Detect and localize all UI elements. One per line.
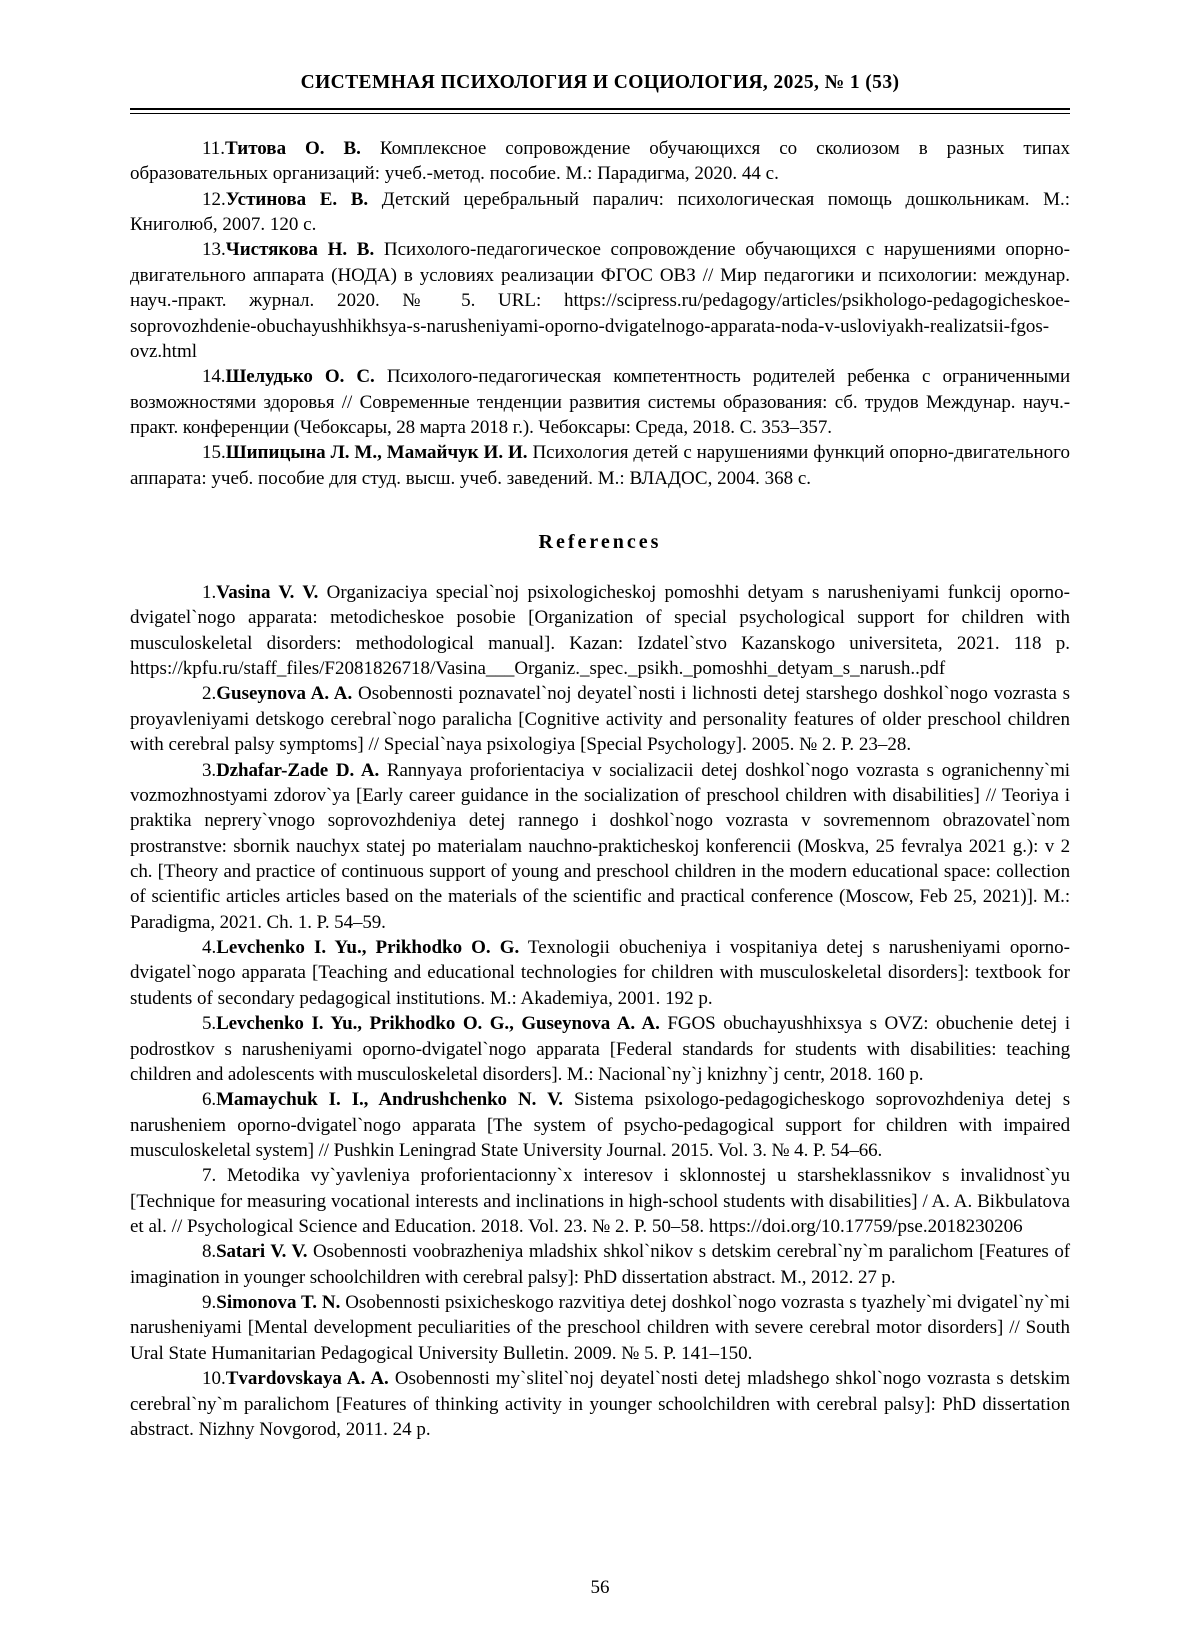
entry-text: FGOS obuchayushhixsya s OVZ: obuchenie detej i podrostkov s narusheniyami oporno-dvigatel`nogo apparata [Federal standards for students with disabilities: teaching children and adolescents with musculoskeletal disorders]. M.: Nacional`ny`j knizhny`j centr, 2018. 160 p. bbox=[130, 1013, 1070, 1085]
entry-text: Детский церебральный паралич: психологическая помощь дошкольникам. М.: Книголюб, 2007. 120 с. bbox=[130, 188, 1071, 236]
entry-number: 11. bbox=[202, 138, 226, 159]
list-item bbox=[130, 440, 1070, 491]
list-item bbox=[130, 237, 1070, 364]
entry-text: Osobennosti voobrazheniya mladshix shkol`nikov s detskim cerebral`ny`m paralichom [Features of imagination in younger schoolchildren with cerebral palsy]: PhD dissertation abstract. M., 2012. 27 p. bbox=[130, 1241, 1071, 1288]
list-item bbox=[130, 1011, 1070, 1087]
list-item bbox=[130, 1290, 1070, 1366]
entry-authors: Vasina V. V. bbox=[216, 582, 319, 604]
entry-number: 14. bbox=[202, 366, 226, 388]
entry-text: Rannyaya proforientaciya v socializacii detej doshkol`nogo vozrasta s ogranichenny`mi vozmozhnostyami zdorov`ya [Early career guidance in the socialization of preschool children with disabilities] // Teoriya i praktika neprery`vnogo soprovozhdeniya detej rannego i doshkol`nogo vozrasta v sovremennom obrazovatel`nom prostranstve: sbornik nauchyx statej po materialam nauchno-prakticheskoj konferencii (Moskva, 25 fevralya 2021 g.): v 2 ch. [Theory and practice of continuous support of young and preschool children in the modern educational space: collection of scientific articles articles based on the materials of the scientific and practical conference (Moscow, Feb 25, 2021)]. M.: Paradigma, 2021. Ch. 1. P. 54–59. bbox=[130, 759, 1070, 933]
list-item bbox=[130, 681, 1070, 757]
entry-number: 1. bbox=[202, 582, 217, 604]
entry-authors: Шипицына Л. М., Мамайчук И. И. bbox=[225, 442, 528, 464]
entry-authors: Dzhafar-Zade D. A. bbox=[216, 759, 380, 781]
page-number: 56 bbox=[590, 1577, 610, 1598]
list-item bbox=[130, 1239, 1070, 1290]
entry-authors: Шелудько О. С. bbox=[225, 366, 375, 388]
entry-text: Психолого-педагогическое сопровождение обучающихся с нарушениями опорно-двигательного аппарата (НОДА) в условиях реализации ФГОС ОВЗ // Мир педагогики и психологии: междунар. науч.-практ. журнал. 2020. № 5. URL: https://scipress.ru/pedagogy/articles/psikhologo-pedagogicheskoe-soprovozhdenie-obuchayushhikhsya-s-narusheniyami-oporno-dvigatelnogo-apparata-noda-v-usloviyakh-realizatsii-fgos-ovz.html bbox=[130, 239, 1071, 362]
entry-authors: Титова О. В. bbox=[225, 138, 361, 159]
entry-number: 15. bbox=[202, 442, 226, 464]
entry-authors: Levchenko I. Yu., Prikhodko O. G. bbox=[216, 937, 520, 959]
entry-authors: Guseynova A. A. bbox=[216, 683, 353, 705]
list-item bbox=[130, 1163, 1070, 1239]
list-item bbox=[130, 1366, 1070, 1442]
entry-text: Sistema psixologo-pedagogicheskogo soprovozhdeniya detej s narusheniem oporno-dvigatel`nogo apparata [The system of psycho-pedagogical support for children with impaired musculoskeletal system] // Pushkin Leningrad State University Journal. 2015. Vol. 3. № 4. P. 54–66. bbox=[130, 1089, 1070, 1161]
entry-text: Osobennosti psixicheskogo razvitiya detej doshkol`nogo vozrasta s tyazhely`mi dvigatel`ny`mi narusheniyami [Mental development peculiarities of the preschool children with severe cerebral motor disorders] // South Ural State Humanitarian Pedagogical University Bulletin. 2009. № 5. P. 141–150. bbox=[130, 1292, 1070, 1364]
entry-number: 7. bbox=[202, 1165, 217, 1187]
entry-number: 6. bbox=[202, 1089, 217, 1111]
list-item bbox=[130, 364, 1070, 440]
header-divider bbox=[130, 108, 1070, 114]
entry-number: 5. bbox=[202, 1013, 217, 1035]
entry-number: 3. bbox=[202, 759, 217, 781]
entry-text: Texnologii obucheniya i vospitaniya detej s narusheniyami oporno-dvigatel`nogo apparata [Teaching and educational technologies for children with musculoskeletal disorders]: textbook for students of secondary pedagogical institutions. M.: Akademiya, 2001. 192 p. bbox=[130, 937, 1070, 1009]
entry-number: 2. bbox=[202, 683, 217, 705]
entry-text: Osobennosti my`slitel`noj deyatel`nosti detej mladshego shkol`nogo vozrasta s detskim cerebral`ny`m paralichom [Features of thinking activity in younger schoolchildren with cerebral palsy]: PhD dissertation abstract. Nizhny Novgorod, 2011. 24 p. bbox=[130, 1368, 1071, 1440]
entry-authors: Levchenko I. Yu., Prikhodko O. G., Guseynova A. A. bbox=[216, 1013, 660, 1035]
running-head: СИСТЕМНАЯ ПСИХОЛОГИЯ И СОЦИОЛОГИЯ, 2025, № 1 (53) bbox=[300, 72, 900, 93]
list-item bbox=[130, 935, 1070, 1011]
entry-number: 12. bbox=[202, 188, 226, 210]
entry-authors: Tvardovskaya A. A. bbox=[225, 1368, 389, 1390]
russian-reference-list bbox=[130, 136, 1070, 491]
entry-authors: Чистякова Н. В. bbox=[225, 239, 375, 261]
entry-number: 4. bbox=[202, 937, 217, 959]
entry-text: Психология детей с нарушениями функций опорно-двигательного аппарата: учеб. пособие для студ. высш. учеб. заведений. М.: ВЛАДОС, 2004. 368 с. bbox=[130, 442, 1070, 489]
section-title-references: References bbox=[538, 531, 662, 554]
list-item bbox=[130, 187, 1070, 238]
entry-number: 13. bbox=[202, 239, 226, 261]
entry-number: 8. bbox=[202, 1241, 217, 1263]
page-content bbox=[130, 0, 1070, 1442]
entry-text: Organizaciya special`noj psixologicheskoj pomoshhi detyam s narusheniyami funkcij oporno-dvigatel`nogo apparata: metodicheskoe posobie [Organization of special psychological support for children with musculoskeletal disorders: methodological manual]. Kazan: Izdatel`stvo Kazanskogo universiteta, 2021. 118 p. https://kpfu.ru/staff_files/F2081826718/Vasina___Organiz._spec._psikh._pomoshhi_detyam_s_narush..pdf bbox=[130, 582, 1070, 680]
list-item bbox=[130, 136, 1070, 187]
list-item bbox=[130, 758, 1070, 936]
entry-text: Психолого-педагогическая компетентность родителей ребенка с ограниченными возможностями здоровья // Современные тенденции развития системы образования: сб. трудов Междунар. науч.-практ. конференции (Чебоксары, 28 марта 2018 г.). Чебоксары: Среда, 2018. С. 353–357. bbox=[130, 366, 1071, 438]
entry-text: Metodika vy`yavleniya proforientacionny`x interesov i sklonnostej u starsheklassnikov s invalidnost`yu [Technique for measuring vocational interests and inclinations in high-school students with disabilities] / A. A. Bikbulatova et al. // Psychological Science and Education. 2018. Vol. 23. № 2. P. 50–58. https://doi.org/10.17759/pse.2018230206 bbox=[130, 1165, 1070, 1238]
list-item bbox=[130, 580, 1070, 681]
entry-authors: Устинова Е. В. bbox=[225, 188, 369, 210]
entry-number: 10. bbox=[202, 1368, 226, 1390]
entry-text: Osobennosti poznavatel`noj deyatel`nosti i lichnosti detej starshego doshkol`nogo vozrasta s proyavleniyami detskogo cerebral`nogo paralicha [Cognitive activity and personality features of older preschool children with cerebral palsy symptoms] // Special`naya psixologiya [Special Psychology]. 2005. № 2. P. 23–28. bbox=[130, 683, 1070, 756]
entry-text: Комплексное сопровождение обучающихся со сколиозом в разных типах образовательных организаций: учеб.-метод. пособие. М.: Парадигма, 2020. 44 с. bbox=[130, 138, 1071, 185]
entry-authors: Mamaychuk I. I., Andrushchenko N. V. bbox=[216, 1089, 563, 1111]
list-item bbox=[130, 1087, 1070, 1163]
entry-authors: Simonova T. N. bbox=[216, 1292, 341, 1314]
latin-reference-list bbox=[130, 580, 1070, 1442]
entry-number: 9. bbox=[202, 1292, 217, 1314]
entry-authors: Satari V. V. bbox=[216, 1241, 308, 1263]
